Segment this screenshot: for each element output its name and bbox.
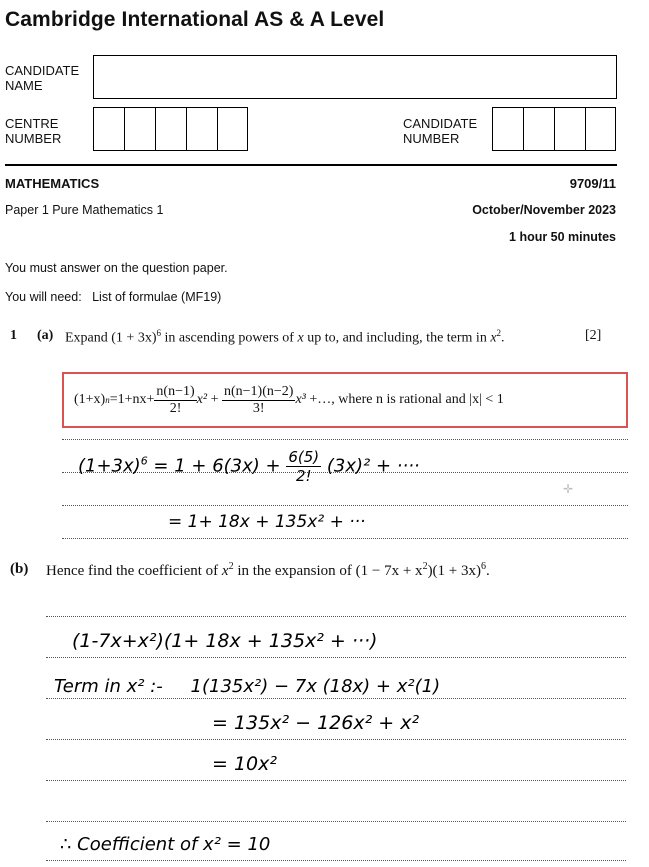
centre-number-cell[interactable]: [186, 107, 217, 151]
handwritten-answer-b-line2: [54, 676, 440, 697]
formula-fraction-2-den: 3!: [252, 400, 265, 416]
centre-number-label: [5, 116, 61, 146]
part-b-power: 6: [481, 561, 487, 572]
duration: 1 hour 50 minutes: [509, 230, 616, 244]
answer-b-term-value: 1(135x²) − 7x (18x) + x²(1): [190, 676, 441, 697]
question-number: 1: [10, 328, 17, 343]
answer-line[interactable]: [46, 739, 626, 740]
candidate-number-cell[interactable]: [585, 107, 616, 151]
answer-line[interactable]: [46, 780, 626, 781]
answer-a-power: 6: [140, 454, 148, 468]
formula-abs-condition: |x| < 1: [469, 392, 504, 407]
answer-a-fraction: [286, 448, 321, 485]
answer-line[interactable]: [62, 538, 628, 539]
centre-number-cell[interactable]: [217, 107, 248, 151]
candidate-number-cell[interactable]: [554, 107, 585, 151]
formula-lhs: (1+x): [74, 392, 106, 407]
answer-line[interactable]: [62, 439, 628, 440]
part-a-term: x: [490, 330, 497, 346]
formula-fraction-1-num: n(n−1): [156, 383, 195, 399]
part-a-question: [65, 328, 505, 347]
paper-code: 9709/11: [569, 176, 616, 191]
header-divider: [5, 164, 617, 166]
centre-number-cell[interactable]: [124, 107, 155, 151]
answer-line[interactable]: [46, 860, 626, 861]
part-a-text: in ascending powers of: [161, 330, 298, 346]
part-b-power: 2: [228, 561, 234, 572]
part-a-end: .: [501, 330, 505, 346]
centre-number-cell[interactable]: [93, 107, 124, 151]
instruction-answer: You must answer on the question paper.: [5, 261, 228, 275]
formula-fraction-1-den: 2!: [169, 400, 182, 416]
centre-number-label-line1: CENTRE: [5, 116, 59, 131]
instruction-need-value: List of formulae (MF19): [92, 290, 222, 304]
candidate-name-label: [5, 63, 79, 93]
formula-fraction-1: [154, 384, 196, 417]
candidate-number-cell[interactable]: [492, 107, 523, 151]
answer-a-lhs: (1+3x): [78, 455, 141, 477]
part-b-text: Hence find the coefficient of: [46, 563, 222, 579]
answer-line[interactable]: [46, 821, 626, 822]
answer-a-fraction-den: 2!: [295, 467, 312, 485]
answer-a-end: (3x)² + ····: [326, 455, 420, 477]
candidate-number-cell[interactable]: [523, 107, 554, 151]
part-b-variable: x: [221, 563, 229, 579]
part-a-term-power: 2: [496, 328, 502, 338]
handwritten-answer-a-line1: [78, 448, 420, 485]
candidate-name-label-line2: NAME: [5, 78, 43, 93]
answer-a-fraction-num: 6(5): [288, 448, 320, 466]
handwritten-answer-b-line5: ∴ Coefficient of x² = 10: [60, 834, 271, 855]
answer-line[interactable]: [46, 698, 626, 699]
paper-name: Paper 1 Pure Mathematics 1: [5, 203, 164, 217]
answer-a-mid: = 1 + 6(3x) +: [153, 455, 281, 477]
part-a-variable: x: [297, 330, 304, 346]
candidate-name-label-line1: CANDIDATE: [5, 63, 80, 78]
formula-fraction-2-num: n(n−1)(n−2): [223, 383, 294, 399]
part-a-label: (a): [37, 328, 54, 343]
instruction-need: [5, 290, 221, 304]
cursor-crosshair-icon: ✛: [563, 482, 574, 496]
handwritten-answer-a-line2: = 1+ 18x + 135x² + ···: [168, 512, 366, 532]
centre-number-cell[interactable]: [155, 107, 186, 151]
answer-b-term-label: Term in x² :-: [54, 676, 163, 697]
part-b-end: .: [486, 563, 490, 579]
formula-part: =1+nx+: [109, 392, 155, 407]
answer-line[interactable]: [62, 505, 628, 506]
part-a-marks: [2]: [585, 328, 602, 343]
candidate-number-label-line2: NUMBER: [403, 131, 460, 146]
formula-lhs-power: n: [105, 395, 110, 405]
part-b-label: (b): [10, 561, 29, 577]
formula-fraction-2: [222, 384, 295, 417]
session: October/November 2023: [472, 203, 616, 217]
handwritten-answer-b-line1: (1-7x+x²)(1+ 18x + 135x² + ···): [72, 630, 378, 652]
formula-power-term: x³: [295, 392, 306, 407]
candidate-number-label-line1: CANDIDATE: [403, 116, 478, 131]
handwritten-answer-b-line3: = 135x² − 126x² + x²: [212, 712, 420, 734]
part-a-text: up to, and including, the term in: [303, 330, 491, 346]
page-title: Cambridge International AS & A Level: [5, 8, 385, 31]
handwritten-answer-b-line4: = 10x²: [212, 753, 277, 775]
part-a-text: Expand (1 + 3x): [65, 330, 157, 346]
formula-plus: +: [207, 392, 222, 407]
centre-number-boxes[interactable]: [93, 107, 248, 151]
formula-power-term: x²: [196, 392, 208, 407]
answer-line[interactable]: [46, 616, 626, 617]
part-b-text: in the expansion of (1 − 7x + x: [233, 563, 423, 579]
formula-box: [62, 372, 628, 428]
candidate-name-box[interactable]: [93, 55, 617, 99]
answer-line[interactable]: [46, 657, 626, 658]
formula-condition: +…, where n is rational and: [305, 392, 470, 407]
part-a-power: 6: [156, 328, 161, 338]
part-b-power: 2: [422, 561, 428, 572]
candidate-number-boxes[interactable]: [492, 107, 616, 151]
subject: MATHEMATICS: [5, 176, 100, 191]
candidate-number-label: [403, 116, 477, 146]
instruction-need-label: You will need:: [5, 290, 82, 304]
part-b-question: [46, 561, 490, 580]
part-b-text: )(1 + 3x): [427, 563, 482, 579]
centre-number-label-line2: NUMBER: [5, 131, 62, 146]
